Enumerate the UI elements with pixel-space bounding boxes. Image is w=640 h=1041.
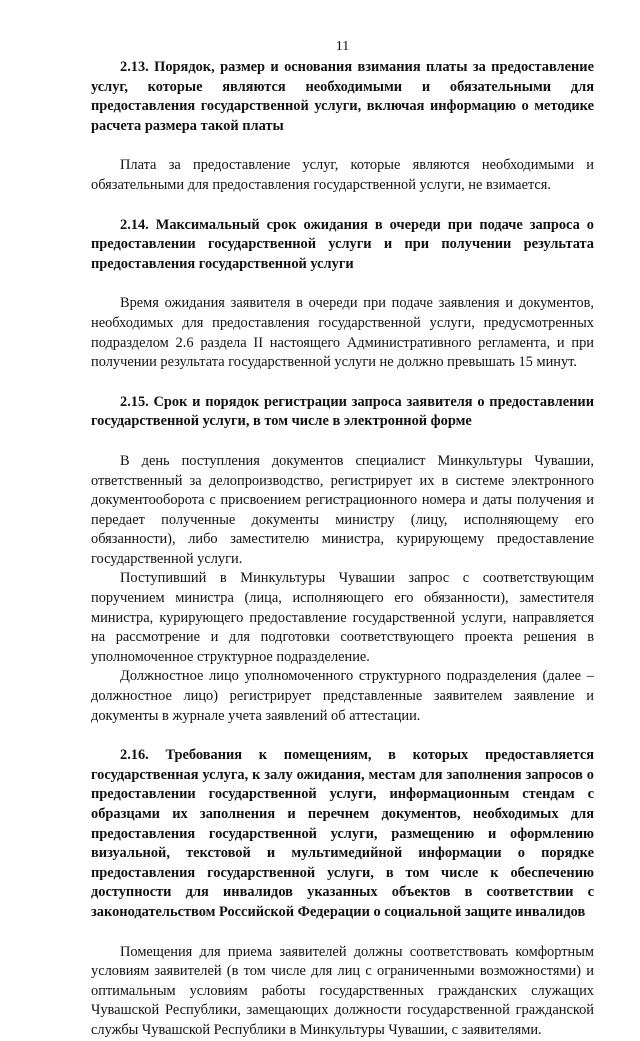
section-2-13 — [91, 58, 594, 196]
section-2-14 — [91, 216, 594, 373]
section-paragraph: Время ожидания заявителя в очереди при подаче заявления и документов, необходимых для предоставления государственной услуги, предусмотренных подразделом 2.6 раздела II настоящего Административного регламента, и при получении результата государственной услуги не должно превышать 15 минут. — [91, 295, 594, 371]
page-number: 11 — [335, 39, 350, 54]
section-heading: 2.16. Требования к помещениям, в которых предоставляется государственная услуга, к залу ожидания, местам для заполнения запросов о предоставлении государственной услуги, информационным стендам с образцами их заполнения и перечнем документов, необходимых для предоставления государственной услуги, размещению и оформлению визуальной, текстовой и мультимедийной информации о порядке предоставления государственной услуги, в том числе к обеспечению доступности для инвалидов указанных объектов в соответствии с законодательством Российской Федерации о социальной защите инвалидов — [91, 747, 594, 920]
section-paragraph: Помещения для приема заявителей должны соответствовать комфортным условиям заявителей (в том числе для лиц с ограниченными возможностями) и оптимальным условиям работы государственных гражданских служащих Чувашской Республики, замещающих должности государственной гражданской службы Чувашской Республики в Минкультуры Чувашии, с заявителями. — [91, 943, 594, 1038]
section-paragraph: Должностное лицо уполномоченного структурного подразделения (далее – должностное лицо) регистрирует представленные заявителем заявление и документы в журнале учета заявлений об аттестации. — [91, 668, 594, 724]
section-paragraph: Плата за предоставление услуг, которые являются необходимыми и обязательными для предоставления государственной услуги, не взимается. — [91, 157, 594, 193]
section-2-15 — [91, 393, 594, 727]
section-2-16 — [91, 746, 594, 1040]
section-heading: 2.14. Максимальный срок ожидания в очереди при подаче запроса о предоставлении государственной услуги и при получении результата предоставления государственной услуги — [91, 216, 594, 272]
section-heading: 2.15. Срок и порядок регистрации запроса заявителя о предоставлении государственной услуги, в том числе в электронной форме — [91, 393, 594, 430]
section-paragraph: В день поступления документов специалист Минкультуры Чувашии, ответственный за делопроизводство, регистрирует их в системе электронного документооборота с присвоением регистрационного номера и даты получения и передает полученные документы министру (лицу, исполняющему его обязанности), либо заместителю министра, курирующему предоставление государственной услуги. — [91, 452, 594, 567]
section-heading: 2.13. Порядок, размер и основания взимания платы за предоставление услуг, которые являются необходимыми и обязательными для предоставления государственной услуги, включая информацию о методике расчета размера такой платы — [91, 59, 594, 134]
section-paragraph: Поступивший в Минкультуры Чувашии запрос с соответствующим поручением министра (лица, исполняющего его обязанности), заместителя министра, курирующего предоставление государственной услуги, направляется на рассмотрение и для подготовки соответствующего проекта решения в уполномоченное структурное подразделение. — [91, 570, 594, 665]
